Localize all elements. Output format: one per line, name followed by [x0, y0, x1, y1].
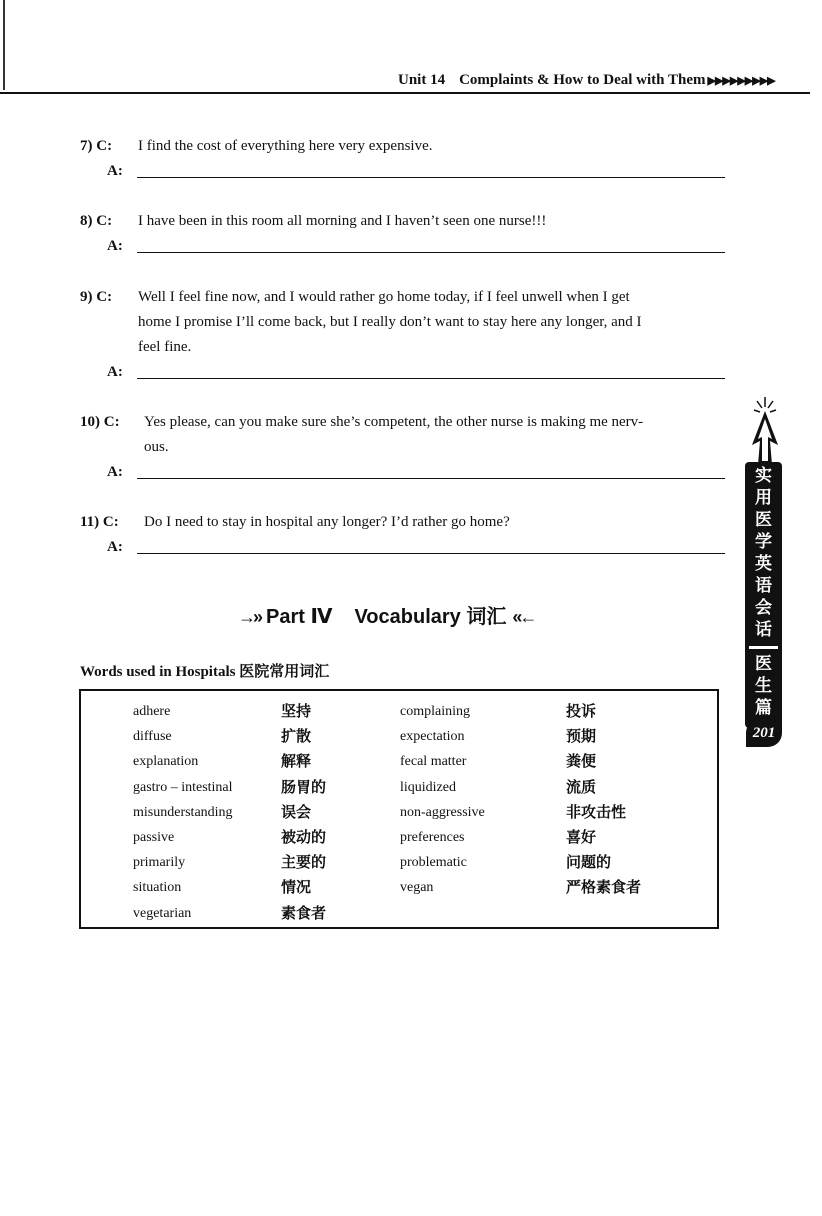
vocab-translation: 素食者 — [281, 903, 327, 922]
section-heading: Words used in Hospitals 医院常用词汇 — [80, 664, 330, 680]
answer-row — [80, 460, 730, 486]
speaker-label: C: — [96, 213, 113, 229]
side-tab-char: 学 — [755, 532, 772, 552]
vocab-translation: 预期 — [566, 727, 597, 746]
question-text: Yes please, can you make sure she’s competent, the other nurse is making me nerv- — [144, 414, 644, 430]
answer-label: A: — [107, 238, 123, 254]
answer-label: A: — [107, 364, 123, 380]
vocab-translation: 严格素食者 — [566, 878, 642, 897]
vocab-translation: 喜好 — [566, 828, 597, 847]
side-tab-char: 会 — [755, 598, 772, 618]
header-rule — [0, 92, 810, 94]
answer-line[interactable] — [137, 378, 725, 379]
vocab-term: complaining — [400, 704, 470, 719]
vocab-column-english-left — [133, 699, 233, 926]
question-text: feel fine. — [138, 339, 192, 355]
side-tab — [745, 462, 782, 728]
question-number: 8) — [80, 213, 93, 229]
question-text: ous. — [144, 439, 169, 455]
vocab-term: passive — [133, 830, 175, 846]
vocab-term: gastro – intestinal — [133, 779, 233, 795]
vocabulary-table — [79, 689, 719, 929]
vocab-translation: 肠胃的 — [281, 777, 327, 796]
answer-label: A: — [107, 163, 123, 179]
vocab-translation: 误会 — [281, 802, 312, 821]
speaker-label: C: — [102, 514, 119, 530]
vocab-column-chinese-right — [566, 699, 641, 901]
part-label: Part Ⅳ — [266, 606, 333, 628]
vocab-term: vegan — [400, 880, 434, 896]
question-9 — [80, 285, 730, 386]
sparkle-arrow-icon — [748, 395, 782, 465]
side-tab-char: 实 — [755, 466, 772, 486]
vocab-column-english-right — [400, 699, 485, 901]
vocab-term: primarily — [133, 855, 186, 871]
question-10 — [80, 410, 730, 486]
double-arrow-left-icon: «← — [512, 607, 535, 627]
header-arrows-icon: ▶▶▶▶▶▶▶▶▶ — [707, 75, 775, 87]
speaker-label: C: — [96, 138, 113, 154]
vocab-term: liquidized — [400, 779, 456, 795]
vocab-term: adhere — [133, 704, 171, 719]
answer-label: A: — [107, 539, 123, 555]
vocab-translation: 坚持 — [281, 702, 312, 720]
vocab-translation: 解释 — [281, 752, 312, 771]
unit-label: Unit 14 — [398, 72, 446, 88]
vocab-term: vegetarian — [133, 905, 192, 921]
vocab-translation: 非攻击性 — [566, 802, 627, 821]
unit-title: Complaints & How to Deal with Them — [459, 72, 706, 88]
question-text: Do I need to stay in hospital any longer? I’d rather go home? — [144, 514, 510, 530]
vocab-translation: 流质 — [566, 777, 597, 796]
running-header — [398, 72, 775, 89]
question-text: I find the cost of everything here very expensive. — [138, 138, 433, 154]
part-title: Vocabulary 词汇 — [354, 606, 507, 628]
speaker-label: C: — [103, 414, 120, 430]
side-tab-char: 医 — [755, 510, 772, 530]
vocab-translation: 被动的 — [281, 828, 327, 847]
vocab-term: situation — [133, 880, 182, 896]
question-text: Well I feel fine now, and I would rather go home today, if I feel unwell when I get — [138, 289, 630, 305]
vocab-term: expectation — [400, 729, 465, 745]
question-11 — [80, 510, 730, 561]
vocab-term: diffuse — [133, 729, 172, 745]
answer-row — [80, 159, 730, 185]
vocab-column-chinese-left — [281, 699, 326, 926]
speaker-label: C: — [96, 289, 113, 305]
vocab-term: problematic — [400, 855, 467, 871]
answer-row — [80, 360, 730, 386]
vocab-translation: 投诉 — [566, 702, 597, 720]
vocab-term: preferences — [400, 830, 465, 846]
side-tab-divider — [749, 646, 778, 649]
vocab-translation: 问题的 — [566, 853, 612, 872]
side-tab-char: 英 — [755, 554, 772, 574]
side-tab-char: 用 — [755, 488, 772, 508]
side-tab-char: 语 — [755, 576, 772, 596]
side-tab-char: 生 — [755, 676, 772, 696]
question-7 — [80, 134, 730, 185]
question-number: 11) — [80, 514, 100, 530]
question-number: 10) — [80, 414, 100, 430]
side-tab-char: 医 — [755, 654, 772, 674]
answer-line[interactable] — [137, 252, 725, 253]
question-8 — [80, 209, 730, 260]
vocab-translation: 粪便 — [566, 752, 597, 771]
vocab-term: fecal matter — [400, 754, 467, 770]
vocab-translation: 扩散 — [281, 727, 312, 746]
answer-label: A: — [107, 464, 123, 480]
question-number: 7) — [80, 138, 93, 154]
question-text: I have been in this room all morning and I haven’t seen one nurse!!! — [138, 213, 547, 229]
question-text: home I promise I’ll come back, but I really don’t want to stay here any longer, and I — [138, 314, 642, 330]
side-tab-char: 话 — [755, 620, 772, 640]
vocab-translation: 主要的 — [281, 853, 327, 872]
side-tab-char: 篇 — [755, 698, 772, 718]
answer-row — [80, 234, 730, 260]
double-arrow-right-icon: →» — [238, 607, 261, 627]
answer-line[interactable] — [137, 478, 725, 479]
answer-line[interactable] — [137, 177, 725, 178]
left-margin-rule — [3, 0, 5, 90]
vocab-term: non-aggressive — [400, 804, 485, 820]
vocab-term: misunderstanding — [133, 804, 233, 820]
part-heading — [232, 600, 540, 629]
question-number: 9) — [80, 289, 93, 305]
vocab-term: explanation — [133, 754, 199, 770]
answer-row — [80, 535, 730, 561]
page-number: 201 — [746, 719, 782, 747]
vocab-translation: 情况 — [281, 878, 312, 897]
answer-line[interactable] — [137, 553, 725, 554]
